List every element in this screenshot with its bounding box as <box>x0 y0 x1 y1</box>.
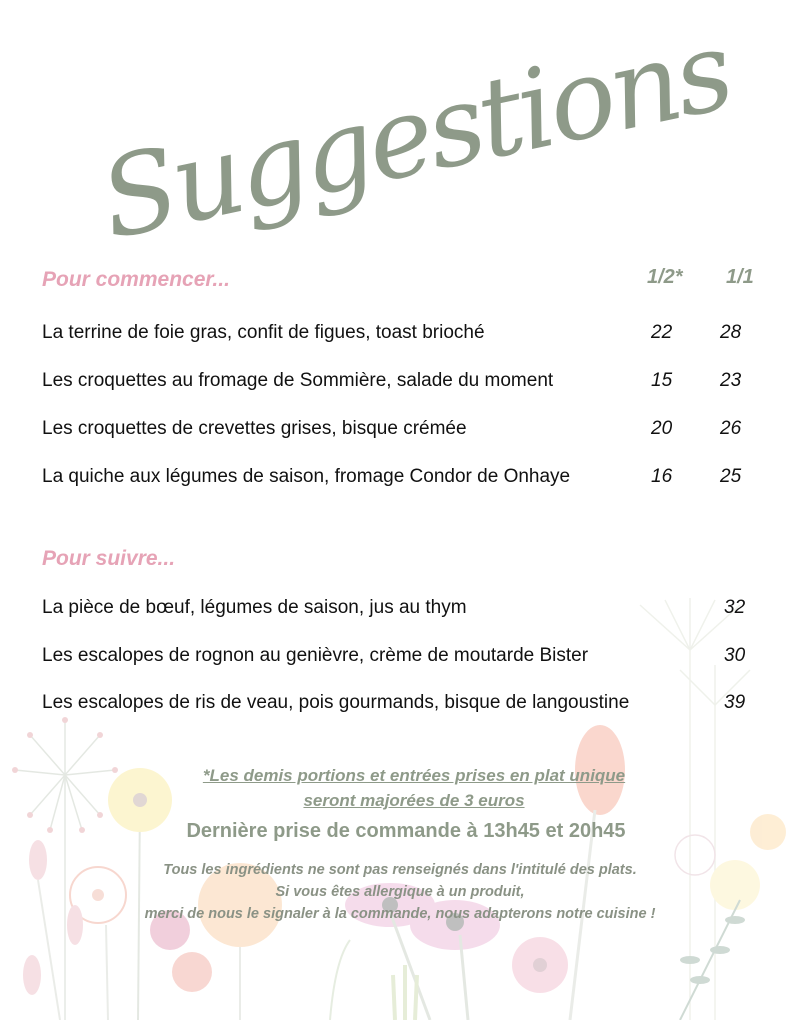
menu-item-price: 32 <box>724 597 746 618</box>
allergy-note-line-3: merci de nous le signaler à la commande, nous adapterons notre cuisine ! <box>144 906 656 922</box>
allergy-note-line-2: Si vous êtes allergique à un produit, <box>275 884 525 900</box>
surcharge-note-line-2: seront majorées de 3 euros <box>303 791 525 810</box>
title-banner <box>89 6 741 264</box>
menu-item-full-price: 23 <box>720 370 742 391</box>
pink-flower-right-icon <box>512 937 568 993</box>
section-heading-mains: Pour suivre... <box>42 547 176 570</box>
menu-item-half-price: 16 <box>651 466 673 487</box>
menu-item-name: La pièce de bœuf, légumes de saison, jus au thym <box>42 597 467 618</box>
column-header-full-portion: 1/1 <box>726 266 754 288</box>
menu-item-price: 30 <box>724 645 746 666</box>
menu-item-name: La terrine de foie gras, confit de figues, toast brioché <box>42 322 485 343</box>
page-title: Suggestions <box>89 6 741 264</box>
menu-item-name: Les escalopes de ris de veau, pois gourmands, bisque de langoustine <box>42 692 630 713</box>
surcharge-note-line-1: *Les demis portions et entrées prises en plat unique <box>202 766 626 785</box>
menu-item-full-price: 28 <box>720 322 742 343</box>
menu-item-half-price: 15 <box>651 370 673 391</box>
menu-item-name: Les croquettes au fromage de Sommière, salade du moment <box>42 370 554 391</box>
menu-item-half-price: 20 <box>651 418 673 439</box>
last-order-time: Dernière prise de commande à 13h45 et 20h45 <box>186 820 626 842</box>
menu-item-full-price: 25 <box>720 466 742 487</box>
menu-item-half-price: 22 <box>651 322 673 343</box>
menu-item-name: La quiche aux légumes de saison, fromage Condor de Onhaye <box>42 466 571 487</box>
column-header-half-portion: 1/2* <box>647 266 683 288</box>
menu-item-full-price: 26 <box>720 418 742 439</box>
menu-item-price: 39 <box>724 692 746 713</box>
menu-item-name: Les croquettes de crevettes grises, bisque crémée <box>42 418 467 439</box>
menu-item-name: Les escalopes de rognon au genièvre, crème de moutarde Bister <box>42 645 589 666</box>
allergy-note-line-1: Tous les ingrédients ne sont pas renseignés dans l'intitulé des plats. <box>163 862 637 878</box>
section-heading-starters: Pour commencer... <box>42 268 230 291</box>
